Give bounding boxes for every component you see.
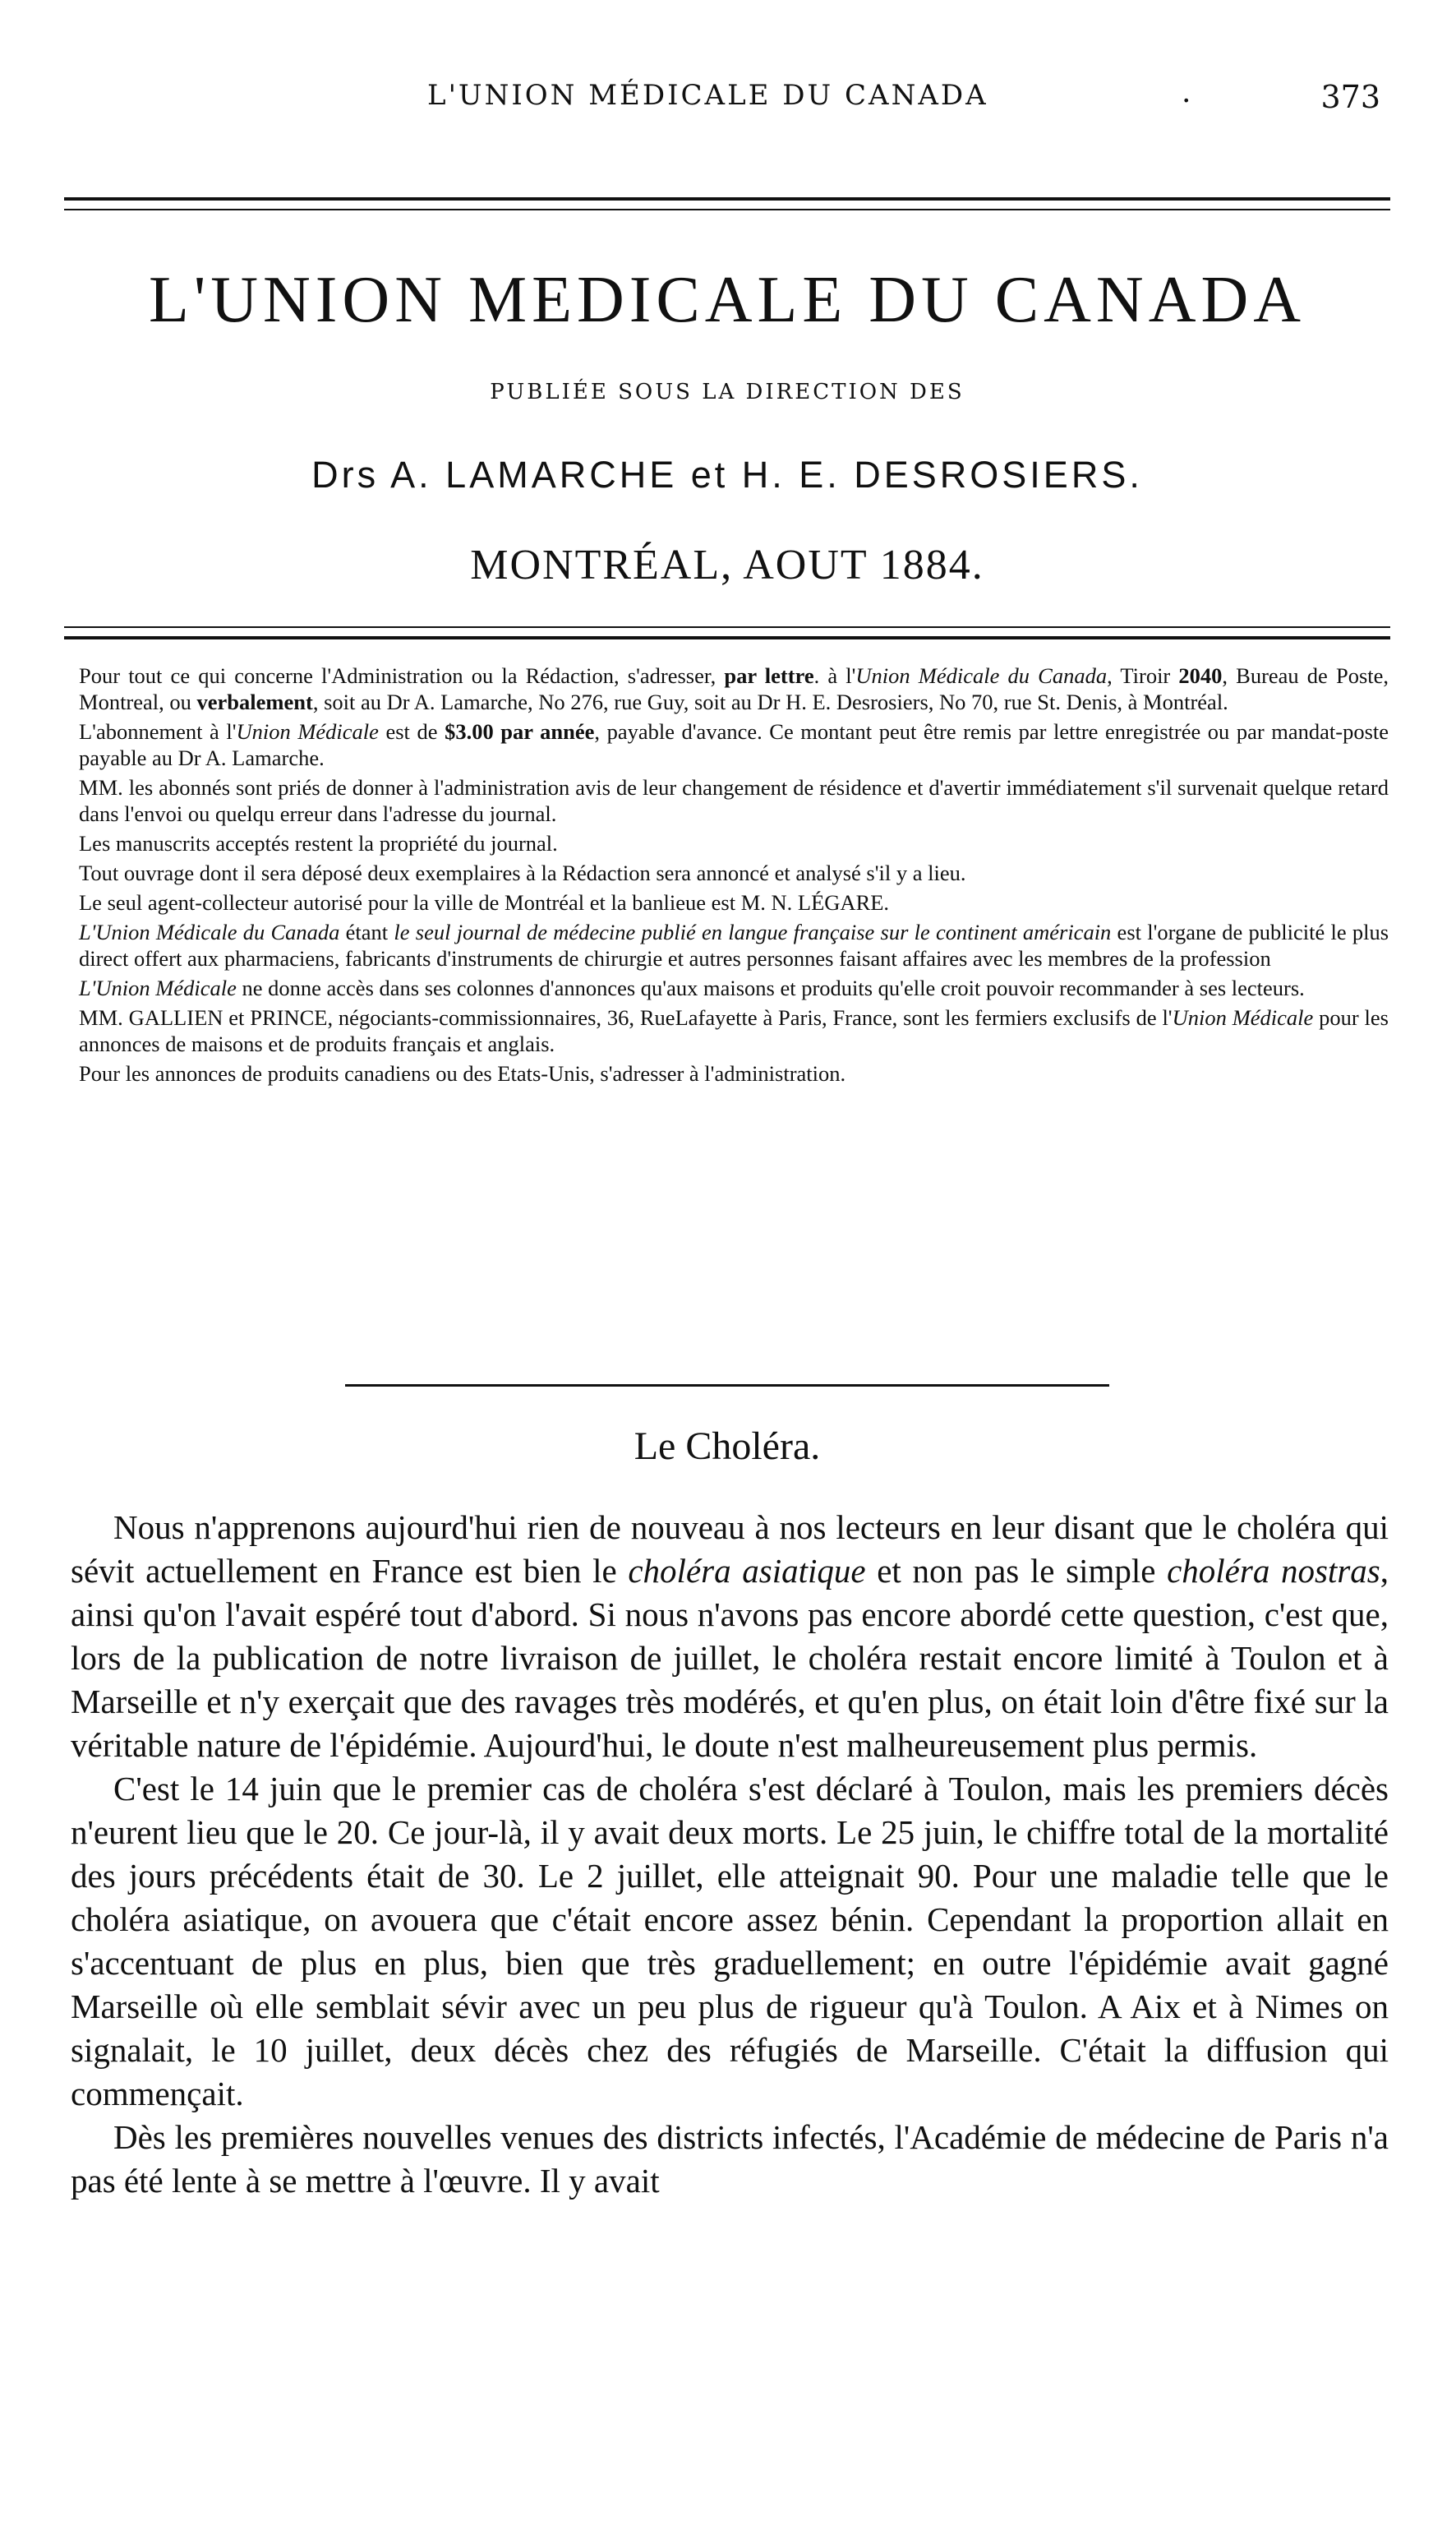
masthead-top-rule-thin xyxy=(64,209,1390,210)
running-head-title: L'UNION MÉDICALE DU CANADA xyxy=(427,79,988,112)
notice-subscription: L'abonnement à l'Union Médicale est de $3.00 par année, payable d'avance. Ce montant peut être remis par lettre enregistrée ou par mandat-poste payable au Dr A. Lamarche. xyxy=(79,719,1389,770)
notices-block xyxy=(79,662,1389,1090)
article-title: Le Choléra. xyxy=(634,1424,821,1468)
masthead-title: L'UNION MEDICALE DU CANADA xyxy=(148,264,1306,336)
masthead-directors: Drs A. LAMARCHE et H. E. DESROSIERS. xyxy=(311,454,1143,496)
masthead-publiee: PUBLIÉE SOUS LA DIRECTION DES xyxy=(490,380,965,404)
masthead-bottom-rule-thin xyxy=(64,626,1390,628)
running-head xyxy=(74,76,1380,120)
article-paragraph: Dès les premières nouvelles venues des districts infectés, l'Académie de médecine de Paris n'a pas été lente à se mettre à l'œuvre. Il y avait xyxy=(71,2118,1389,2200)
masthead-place-date: MONTRÉAL, AOUT 1884. xyxy=(470,542,984,589)
notice-manuscripts: Les manuscrits acceptés restent la propriété du journal. xyxy=(79,831,558,856)
masthead-top-rule xyxy=(64,197,1390,201)
article-paragraph: Nous n'apprenons aujourd'hui rien de nouveau à nos lecteurs en leur disant que le choléra qui sévit actuellement en France est bien le choléra asiatique et non pas le simple choléra nostras, ainsi qu'on l'avait espéré tout d'abord. Si nous n'avons pas encore abordé cette question, c'est que, lors de la publication de notre livraison de juillet, le choléra restait encore limité à Toulon et à Marseille et n'y exerçait que des ravages très modérés, et qu'en plus, on était loin d'être fixé sur la véritable nature de l'épidémie. Aujourd'hui, le doute n'est malheureusement plus permis. xyxy=(71,1508,1389,1764)
notice-contact: Pour tout ce qui concerne l'Administration ou la Rédaction, s'adresser, par lettre. à l'Union Médicale du Canada, Tiroir 2040, Bureau de Poste, Montreal, ou verbalement, soit au Dr A. Lamarche, No 276, rue Guy, soit au Dr H. E. Desrosiers, No 70, rue St. Denis, à Montréal. xyxy=(79,663,1389,714)
notice-ad-policy: L'Union Médicale ne donne accès dans ses colonnes d'annonces qu'aux maisons et produits qu'elle croit pouvoir recommander à ses lecteurs. xyxy=(79,976,1305,1000)
notice-agent: Le seul agent-collecteur autorisé pour la ville de Montréal et la banlieue est M. N. LÉGARE. xyxy=(79,890,890,915)
section-divider xyxy=(345,1384,1109,1387)
running-head-dot: . xyxy=(1182,76,1191,109)
notice-reviews: Tout ouvrage dont il sera déposé deux exemplaires à la Rédaction sera annoncé et analysé s'il y a lieu. xyxy=(79,861,966,885)
notice-address-change: MM. les abonnés sont priés de donner à l'administration avis de leur changement de résidence et d'avertir immédiatement s'il survenait quelque retard dans l'envoi ou quelqu erreur dans l'adresse du journal. xyxy=(79,775,1389,826)
notice-advertising: L'Union Médicale du Canada étant le seul journal de médecine publié en langue française sur le continent américain est l'organe de publicité le plus direct offert aux pharmaciens, fabricants d'instruments de chirurgie et autres personnes faisant affaires avec les membres de la profession xyxy=(79,920,1389,971)
masthead-bottom-rule xyxy=(64,636,1390,639)
article-body xyxy=(71,1506,1389,2203)
article-paragraph: C'est le 14 juin que le premier cas de choléra s'est déclaré à Toulon, mais les premiers décès n'eurent lieu que le 20. Ce jour-là, il y avait deux morts. Le 25 juin, le chiffre total de la mortalité des jours précédents était de 30. Le 2 juillet, elle atteignait 90. Pour une maladie telle que le choléra asiatique, on avouera que c'était encore assez bénin. Cependant la proportion allait en s'accentuant de plus en plus, bien que très graduellement; en outre l'épidémie avait gagné Marseille où elle semblait sévir avec un peu plus de rigueur qu'à Toulon. A Aix et à Nimes on signalait, le 10 juillet, deux décès chez des réfugiés de Marseille. C'était la diffusion qui commençait. xyxy=(71,1770,1389,2112)
notice-canadian-ads: Pour les annonces de produits canadiens ou des Etats-Unis, s'adresser à l'administration. xyxy=(79,1061,846,1086)
page-number: 373 xyxy=(1320,79,1380,115)
notice-paris-agents: MM. GALLIEN et PRINCE, négociants-commissionnaires, 36, RueLafayette à Paris, France, sont les fermiers exclusifs de l'Union Médicale pour les annonces de maisons et de produits français et anglais. xyxy=(79,1005,1389,1056)
